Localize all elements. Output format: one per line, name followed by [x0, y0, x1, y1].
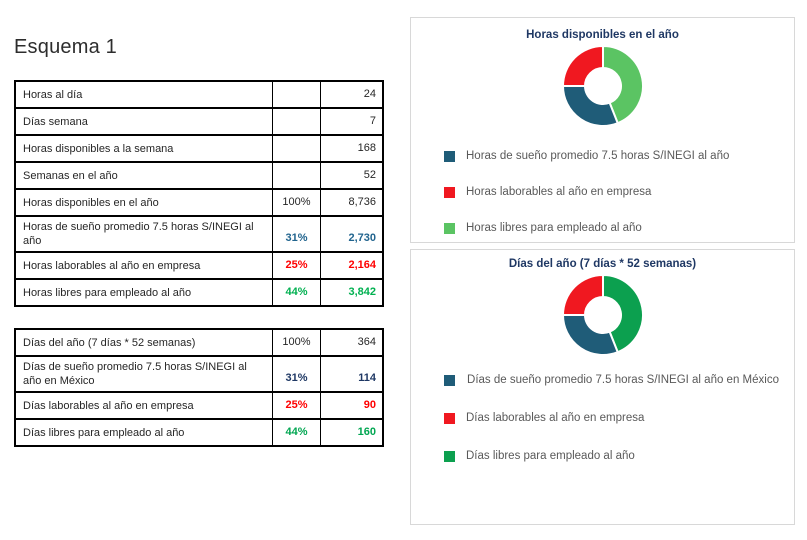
row-value: 90: [321, 392, 384, 419]
table-row: [15, 329, 383, 356]
donut-slice: [563, 275, 603, 315]
row-percent: [273, 135, 321, 162]
row-value: 160: [321, 419, 384, 446]
row-label: Horas laborables al año en empresa: [15, 252, 273, 279]
row-label: Días del año (7 días * 52 semanas): [15, 329, 273, 356]
row-value: 364: [321, 329, 384, 356]
row-value: 114: [321, 356, 384, 392]
table-row: [15, 81, 383, 108]
table-row: [15, 135, 383, 162]
days-donut: [411, 273, 794, 357]
table-row: [15, 216, 383, 252]
row-value: 168: [321, 135, 384, 162]
row-label: Horas de sueño promedio 7.5 horas S/INEGI al año: [15, 216, 273, 252]
row-value: 24: [321, 81, 384, 108]
table-row: [15, 189, 383, 216]
table-row: [15, 252, 383, 279]
row-percent: 44%: [273, 419, 321, 446]
table-row: [15, 162, 383, 189]
row-value: 3,842: [321, 279, 384, 306]
row-percent: [273, 162, 321, 189]
row-value: 52: [321, 162, 384, 189]
legend-marker: [444, 413, 455, 424]
legend-label: Días libres para empleado al año: [466, 450, 635, 462]
row-label: Días semana: [15, 108, 273, 135]
page-title: Esquema 1: [14, 36, 117, 58]
legend-item: [444, 372, 780, 388]
row-value: 2,164: [321, 252, 384, 279]
legend-label: Horas de sueño promedio 7.5 horas S/INEGI al año: [466, 150, 730, 162]
row-percent: 31%: [273, 216, 321, 252]
days-chart-legend: [411, 372, 794, 464]
days-table-body: [15, 329, 383, 446]
days-table: [14, 328, 384, 447]
legend-item: [444, 410, 780, 426]
days-chart-title: Días del año (7 días * 52 semanas): [508, 258, 697, 270]
table-row: [15, 392, 383, 419]
donut-slice: [563, 46, 603, 86]
row-label: Horas disponibles en el año: [15, 189, 273, 216]
hours-donut: [411, 44, 794, 128]
donut-chart: [561, 273, 645, 357]
legend-marker: [444, 187, 455, 198]
row-percent: 100%: [273, 189, 321, 216]
row-label: Días libres para empleado al año: [15, 419, 273, 446]
table-row: [15, 279, 383, 306]
row-label: Horas disponibles a la semana: [15, 135, 273, 162]
row-percent: 44%: [273, 279, 321, 306]
legend-label: Días de sueño promedio 7.5 horas S/INEGI al año en México: [467, 374, 779, 386]
legend-label: Horas libres para empleado al año: [466, 222, 642, 234]
row-percent: 100%: [273, 329, 321, 356]
row-value: 7: [321, 108, 384, 135]
row-value: 8,736: [321, 189, 384, 216]
table-row: [15, 356, 383, 392]
legend-label: Días laborables al año en empresa: [466, 412, 645, 424]
row-label: Semanas en el año: [15, 162, 273, 189]
hours-chart-title: Horas disponibles en el año: [526, 29, 679, 41]
table-row: [15, 108, 383, 135]
legend-item: [444, 184, 780, 200]
days-donut-chart-card[interactable]: [410, 249, 795, 525]
row-percent: 25%: [273, 252, 321, 279]
legend-marker: [444, 223, 455, 234]
legend-marker: [444, 375, 455, 386]
legend-label: Horas laborables al año en empresa: [466, 186, 652, 198]
row-value: 2,730: [321, 216, 384, 252]
hours-table: [14, 80, 384, 307]
row-percent: [273, 108, 321, 135]
row-percent: 31%: [273, 356, 321, 392]
row-label: Horas al día: [15, 81, 273, 108]
row-percent: [273, 81, 321, 108]
legend-item: [444, 220, 780, 236]
row-label: Días laborables al año en empresa: [15, 392, 273, 419]
row-label: Días de sueño promedio 7.5 horas S/INEGI al año en México: [15, 356, 273, 392]
legend-item: [444, 448, 780, 464]
legend-item: [444, 148, 780, 164]
legend-marker: [444, 451, 455, 462]
row-percent: 25%: [273, 392, 321, 419]
donut-chart: [561, 44, 645, 128]
hours-donut-chart-card[interactable]: [410, 17, 795, 243]
table-row: [15, 419, 383, 446]
donut-slice: [563, 315, 618, 355]
hours-table-body: [15, 81, 383, 306]
legend-marker: [444, 151, 455, 162]
hours-chart-legend: [411, 148, 794, 236]
donut-slice: [563, 86, 618, 126]
row-label: Horas libres para empleado al año: [15, 279, 273, 306]
